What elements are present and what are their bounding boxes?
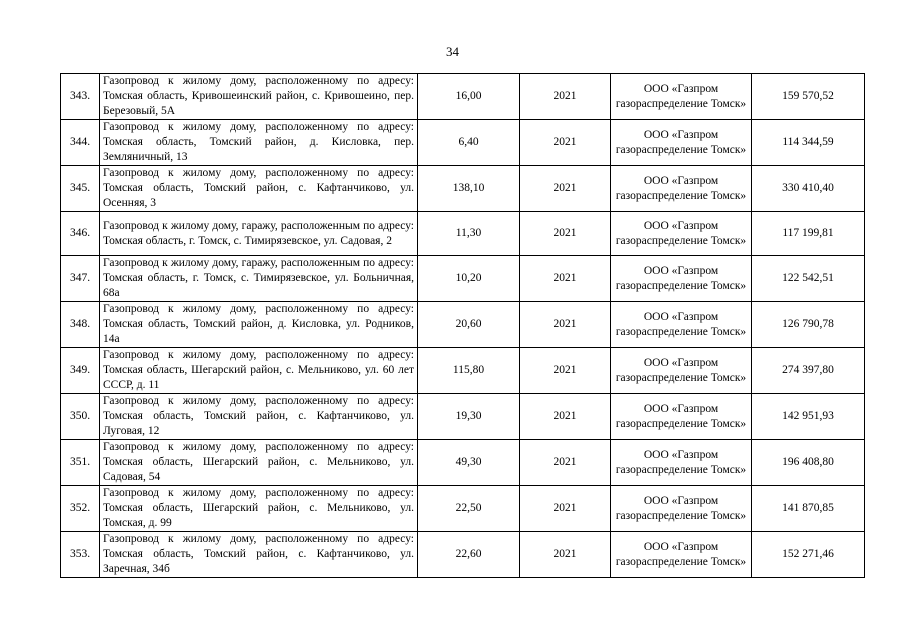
organization-cell: ООО «Газпром газораспределение Томск» — [611, 256, 752, 302]
cost-cell: 141 870,85 — [752, 486, 865, 532]
gas-pipeline-table — [60, 73, 865, 578]
cost-cell: 330 410,40 — [752, 166, 865, 212]
table-row — [61, 532, 865, 578]
length-cell: 10,20 — [418, 256, 520, 302]
description-cell: Газопровод к жилому дому, расположенному по адресу: Томская область, Томский район, д. Кисловка, ул. Родников, 14а — [100, 302, 418, 348]
year-cell: 2021 — [520, 256, 611, 302]
description-cell: Газопровод к жилому дому, расположенному по адресу: Томская область, Кривошеинский район, с. Кривошеино, пер. Березовый, 5А — [100, 74, 418, 120]
table-row — [61, 74, 865, 120]
description-cell: Газопровод к жилому дому, расположенному по адресу: Томская область, Шегарский район, с. Мельниково, ул. Садовая, 54 — [100, 440, 418, 486]
length-cell: 49,30 — [418, 440, 520, 486]
organization-cell: ООО «Газпром газораспределение Томск» — [611, 212, 752, 256]
length-cell: 22,50 — [418, 486, 520, 532]
year-cell: 2021 — [520, 302, 611, 348]
table-row — [61, 440, 865, 486]
row-number-cell: 347. — [61, 256, 100, 302]
table-row — [61, 256, 865, 302]
description-cell: Газопровод к жилому дому, гаражу, расположенным по адресу: Томская область, г. Томск, с. Тимирязевское, ул. Больничная, 68а — [100, 256, 418, 302]
year-cell: 2021 — [520, 532, 611, 578]
row-number-cell: 343. — [61, 74, 100, 120]
row-number-cell: 348. — [61, 302, 100, 348]
table-row — [61, 120, 865, 166]
year-cell: 2021 — [520, 166, 611, 212]
row-number-cell: 352. — [61, 486, 100, 532]
organization-cell: ООО «Газпром газораспределение Томск» — [611, 74, 752, 120]
year-cell: 2021 — [520, 440, 611, 486]
cost-cell: 196 408,80 — [752, 440, 865, 486]
organization-cell: ООО «Газпром газораспределение Томск» — [611, 302, 752, 348]
description-cell: Газопровод к жилому дому, расположенному по адресу: Томская область, Шегарский район, с. Мельниково, ул. 60 лет СССР, д. 11 — [100, 348, 418, 394]
year-cell: 2021 — [520, 394, 611, 440]
row-number-cell: 345. — [61, 166, 100, 212]
organization-cell: ООО «Газпром газораспределение Томск» — [611, 166, 752, 212]
table-row — [61, 348, 865, 394]
organization-cell: ООО «Газпром газораспределение Томск» — [611, 394, 752, 440]
length-cell: 138,10 — [418, 166, 520, 212]
length-cell: 6,40 — [418, 120, 520, 166]
cost-cell: 159 570,52 — [752, 74, 865, 120]
organization-cell: ООО «Газпром газораспределение Томск» — [611, 486, 752, 532]
year-cell: 2021 — [520, 348, 611, 394]
description-cell: Газопровод к жилому дому, гаражу, расположенным по адресу: Томская область, г. Томск, с. Тимирязевское, ул. Садовая, 2 — [100, 212, 418, 256]
row-number-cell: 349. — [61, 348, 100, 394]
year-cell: 2021 — [520, 74, 611, 120]
description-cell: Газопровод к жилому дому, расположенному по адресу: Томская область, Томский район, с. Кафтанчиково, ул. Луговая, 12 — [100, 394, 418, 440]
organization-cell: ООО «Газпром газораспределение Томск» — [611, 348, 752, 394]
table-row — [61, 166, 865, 212]
length-cell: 11,30 — [418, 212, 520, 256]
cost-cell: 152 271,46 — [752, 532, 865, 578]
cost-cell: 117 199,81 — [752, 212, 865, 256]
organization-cell: ООО «Газпром газораспределение Томск» — [611, 532, 752, 578]
organization-cell: ООО «Газпром газораспределение Томск» — [611, 440, 752, 486]
table-row — [61, 394, 865, 440]
description-cell: Газопровод к жилому дому, расположенному по адресу: Томская область, Томский район, с. Кафтанчиково, ул. Осенняя, 3 — [100, 166, 418, 212]
cost-cell: 142 951,93 — [752, 394, 865, 440]
length-cell: 20,60 — [418, 302, 520, 348]
length-cell: 19,30 — [418, 394, 520, 440]
cost-cell: 126 790,78 — [752, 302, 865, 348]
description-cell: Газопровод к жилому дому, расположенному по адресу: Томская область, Шегарский район, с. Мельниково, ул. Томская, д. 99 — [100, 486, 418, 532]
length-cell: 16,00 — [418, 74, 520, 120]
length-cell: 22,60 — [418, 532, 520, 578]
page-number: 34 — [446, 44, 459, 59]
row-number-cell: 344. — [61, 120, 100, 166]
cost-cell: 114 344,59 — [752, 120, 865, 166]
row-number-cell: 346. — [61, 212, 100, 256]
row-number-cell: 351. — [61, 440, 100, 486]
year-cell: 2021 — [520, 120, 611, 166]
cost-cell: 122 542,51 — [752, 256, 865, 302]
row-number-cell: 350. — [61, 394, 100, 440]
table-row — [61, 302, 865, 348]
year-cell: 2021 — [520, 212, 611, 256]
table-body — [61, 74, 865, 578]
cost-cell: 274 397,80 — [752, 348, 865, 394]
description-cell: Газопровод к жилому дому, расположенному по адресу: Томская область, Томский район, с. Кафтанчиково, ул. Заречная, 34б — [100, 532, 418, 578]
description-cell: Газопровод к жилому дому, расположенному по адресу: Томская область, Томский район, д. Кисловка, пер. Земляничный, 13 — [100, 120, 418, 166]
table-row — [61, 486, 865, 532]
row-number-cell: 353. — [61, 532, 100, 578]
year-cell: 2021 — [520, 486, 611, 532]
length-cell: 115,80 — [418, 348, 520, 394]
organization-cell: ООО «Газпром газораспределение Томск» — [611, 120, 752, 166]
table-row — [61, 212, 865, 256]
